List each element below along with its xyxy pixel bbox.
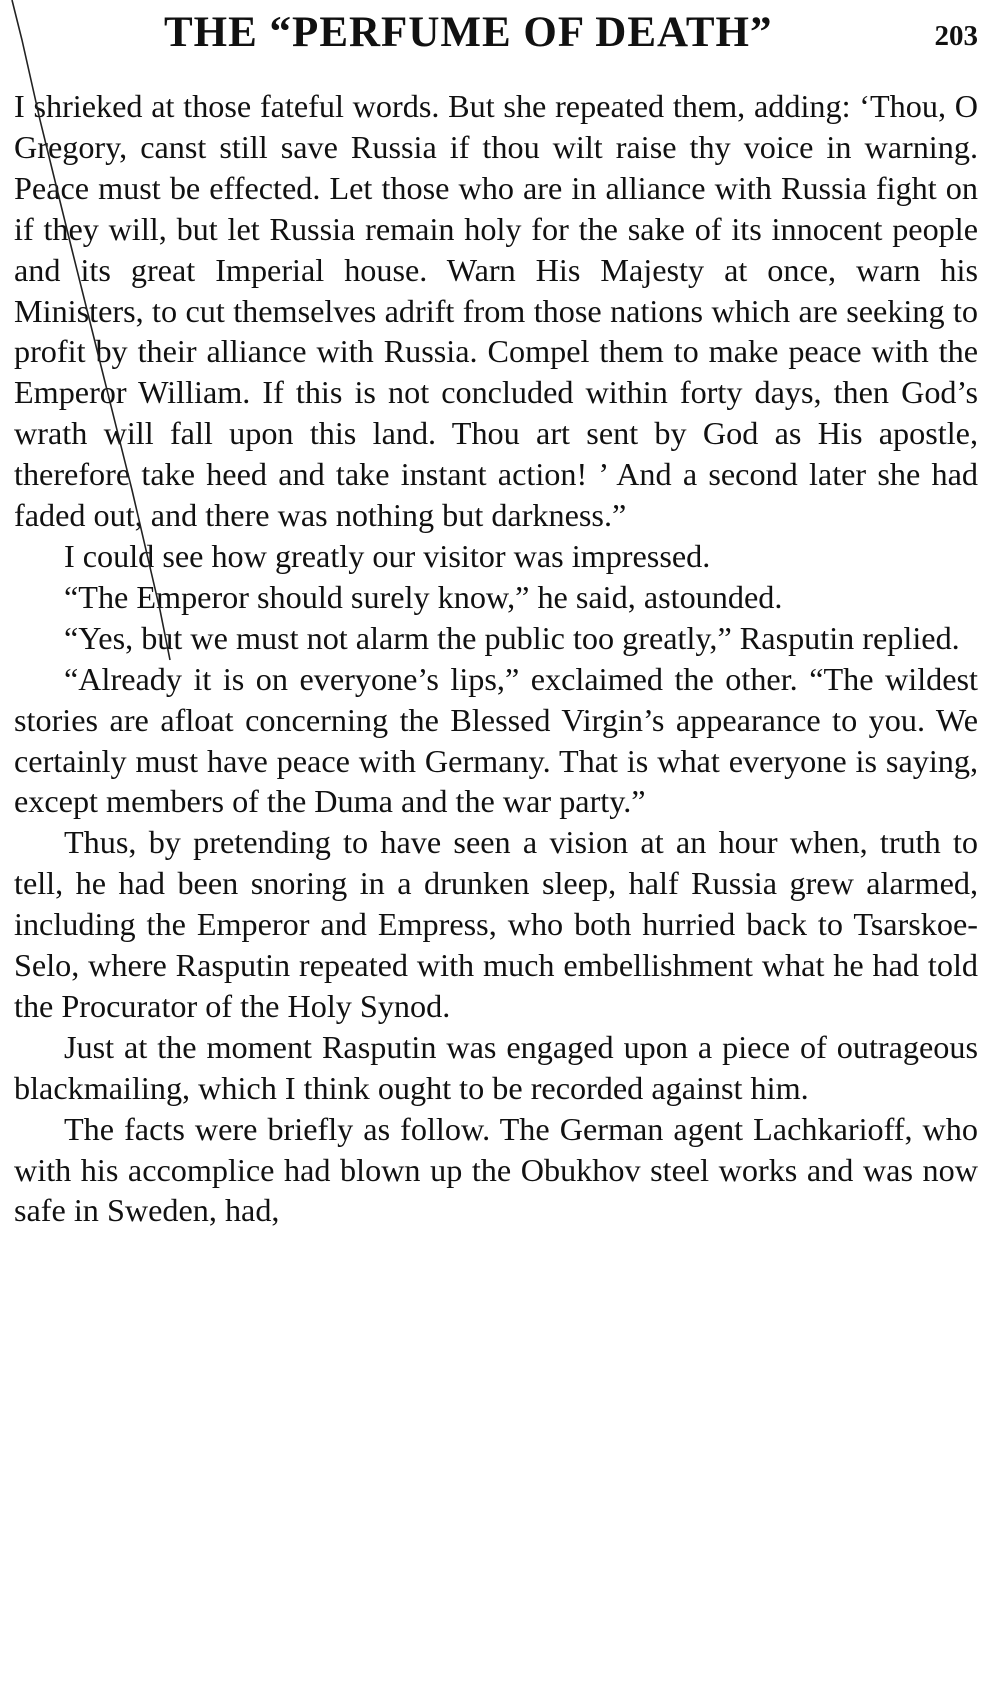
paragraph: The facts were briefly as follow. The German agent Lachkarioff, who with his accomplice had blown up the Obukhov steel works and was now safe in Sweden, had, (14, 1110, 978, 1229)
paragraph: Thus, by pretending to have seen a vision at an hour when, truth to tell, he had been snoring in a drunken sleep, half Russia grew alarmed, including the Emperor and Empress, who both hurried back to Tsarskoe-Selo, where Rasputin repeated with much embellishment what he had told the Procurator of the Holy Synod. (14, 824, 978, 1024)
paragraph: I could see how greatly our visitor was impressed. (64, 537, 711, 574)
paragraph: “The Emperor should surely know,” he said, astounded. (64, 578, 783, 615)
paragraph: “Yes, but we must not alarm the public too greatly,” Rasputin replied. (64, 619, 960, 656)
body-text (14, 86, 978, 1231)
page-header (14, 8, 978, 86)
paragraph: I shrieked at those fateful words. But she repeated them, adding: ‘Thou, O Gregory, canst still save Russia if thou wilt raise thy voice in warning. Peace must be effected. Let those who are in alliance with Russia fight on if they will, but let Russia remain holy for the sake of its innocent people and its great Imperial house. Warn His Majesty at once, warn his Ministers, to cut themselves adrift from those nations which are seeking to profit by their alliance with Russia. Compel them to make peace with the Emperor William. If this is not concluded within forty days, then God’s wrath will fall upon this land. Thou art sent by God as His apostle, therefore take heed and take instant action! ’ And a second later she had faded out, and there was nothing but darkness.” (14, 88, 978, 534)
page-number: 203 (934, 20, 978, 52)
running-title: THE “PERFUME OF DEATH” (164, 9, 773, 56)
paragraph: “Already it is on everyone’s lips,” exclaimed the other. “The wildest stories are afloat concerning the Blessed Virgin’s appearance to you. We certainly must have peace with Germany. That is what everyone is saying, except members of the Duma and the war party.” (14, 660, 978, 820)
paragraph: Just at the moment Rasputin was engaged upon a piece of outrageous blackmailing, which I think ought to be recorded against him. (14, 1028, 978, 1106)
